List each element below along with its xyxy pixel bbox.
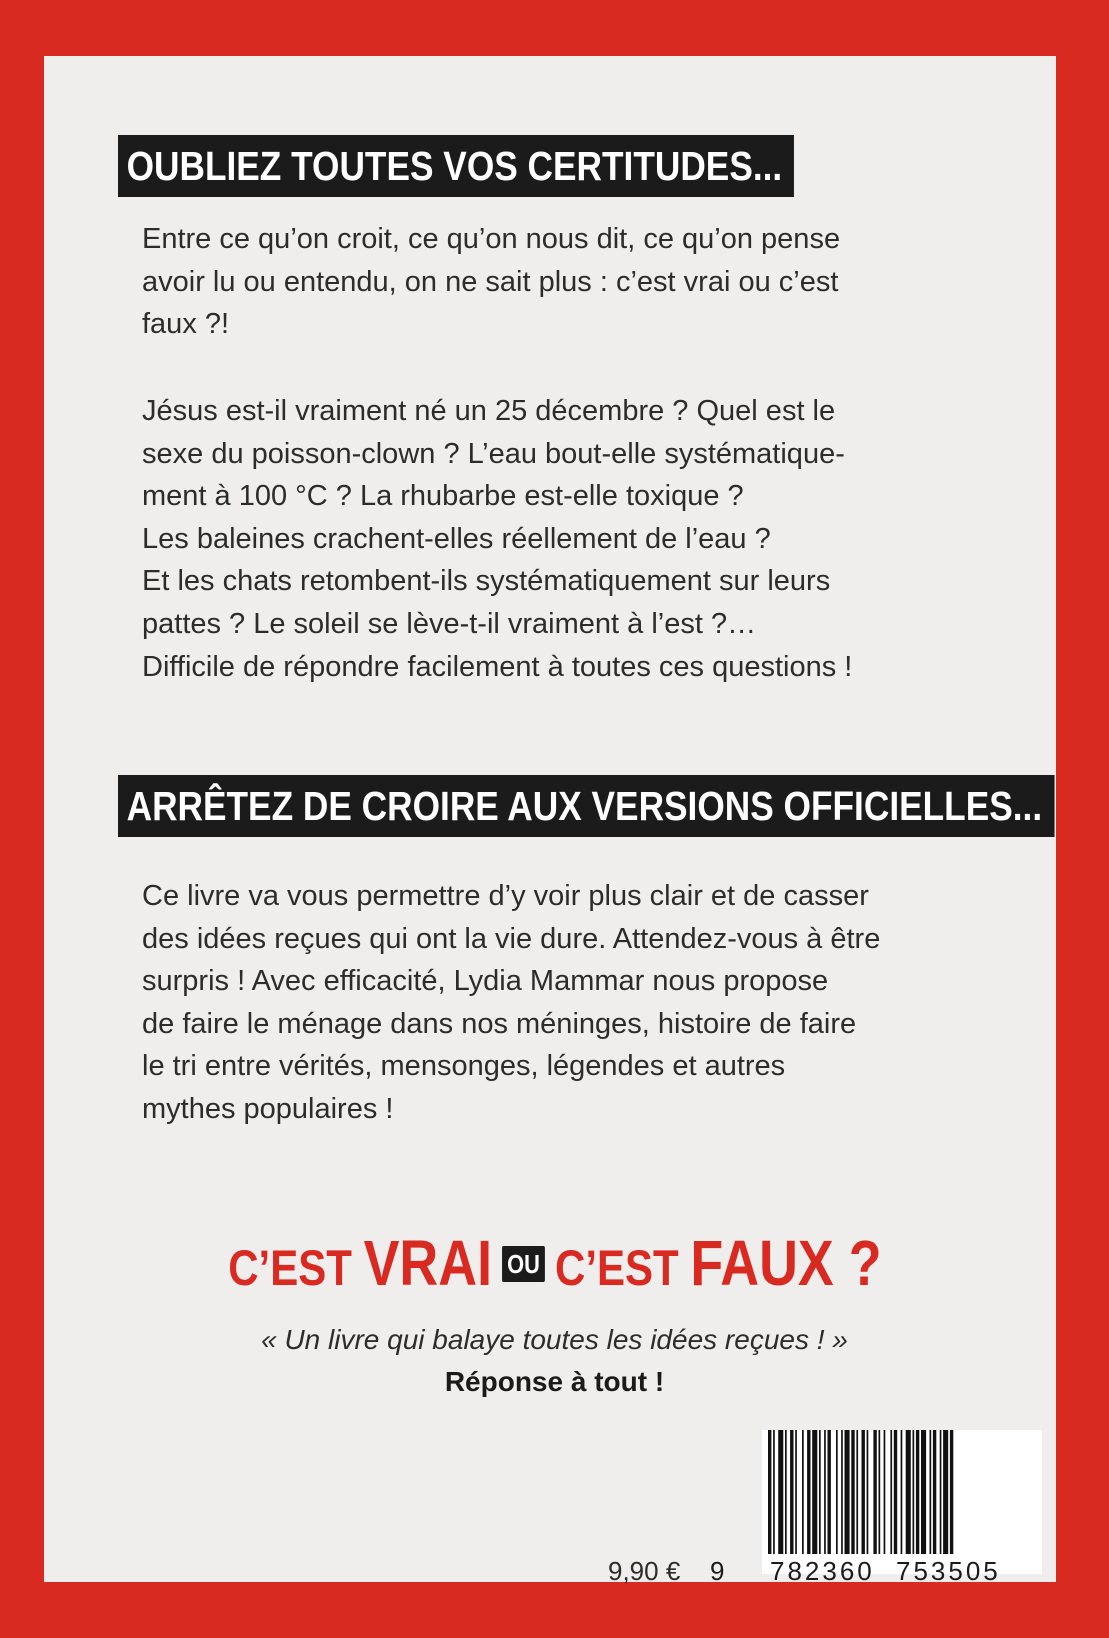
tagline-ou-badge: OU bbox=[502, 1246, 545, 1282]
tagline-faux: FAUX ? bbox=[690, 1227, 882, 1299]
isbn-group-1: 782360 bbox=[770, 1556, 875, 1586]
price: 9,90 € bbox=[608, 1556, 681, 1586]
barcode bbox=[762, 1430, 1042, 1574]
tagline-cest-1: C’EST bbox=[227, 1240, 364, 1296]
section-heading-versions-officielles: ARRÊTEZ DE CROIRE AUX VERSIONS OFFICIELLES... bbox=[118, 775, 1054, 837]
isbn-first-digit: 9 bbox=[710, 1556, 725, 1586]
isbn-group-2: 753505 bbox=[896, 1556, 1001, 1586]
press-quote: « Un livre qui balaye toutes les idées reçues ! » bbox=[261, 1324, 848, 1355]
section-heading-certitudes: OUBLIEZ TOUTES VOS CERTITUDES... bbox=[118, 135, 794, 197]
series-name: Réponse à tout ! bbox=[444, 1366, 665, 1397]
intro-paragraph: Entre ce qu’on croit, ce qu’on nous dit, ce qu’on pense avoir lu ou entendu, on ne sait plus : c’est vrai ou c’est faux ?! bbox=[142, 223, 841, 341]
book-description-paragraph: Ce livre va vous permettre d’y voir plus clair et de casser des idées reçues qui ont la vie dure. Attendez-vous à être surpris ! Avec efficacité, Lydia Mammar nous propose de faire le ménage dans nos méninges, histoire de faire le tri entre vérités, mensonges, légendes et autres mythes populaires ! bbox=[142, 880, 881, 1125]
tagline-vrai: VRAI bbox=[363, 1227, 492, 1299]
questions-paragraph: Jésus est-il vraiment né un 25 décembre ? Quel est le sexe du poisson-clown ? L’eau bout-elle systématique- ment à 100 °C ? La rhubarbe est-elle toxique ? Les baleines crachent-elles réellement de l’eau ? Et les chats retombent-ils systématiquement sur leurs pattes ? Le soleil se lève-t-il vraiment à l’est ?… Difficile de répondre facilement à toutes ces questions ! bbox=[142, 395, 853, 683]
tagline-cest-2: C’EST bbox=[554, 1240, 691, 1296]
isbn-number bbox=[710, 1556, 1050, 1586]
title-tagline bbox=[0, 1228, 1109, 1298]
barcode-icon bbox=[762, 1430, 1042, 1554]
